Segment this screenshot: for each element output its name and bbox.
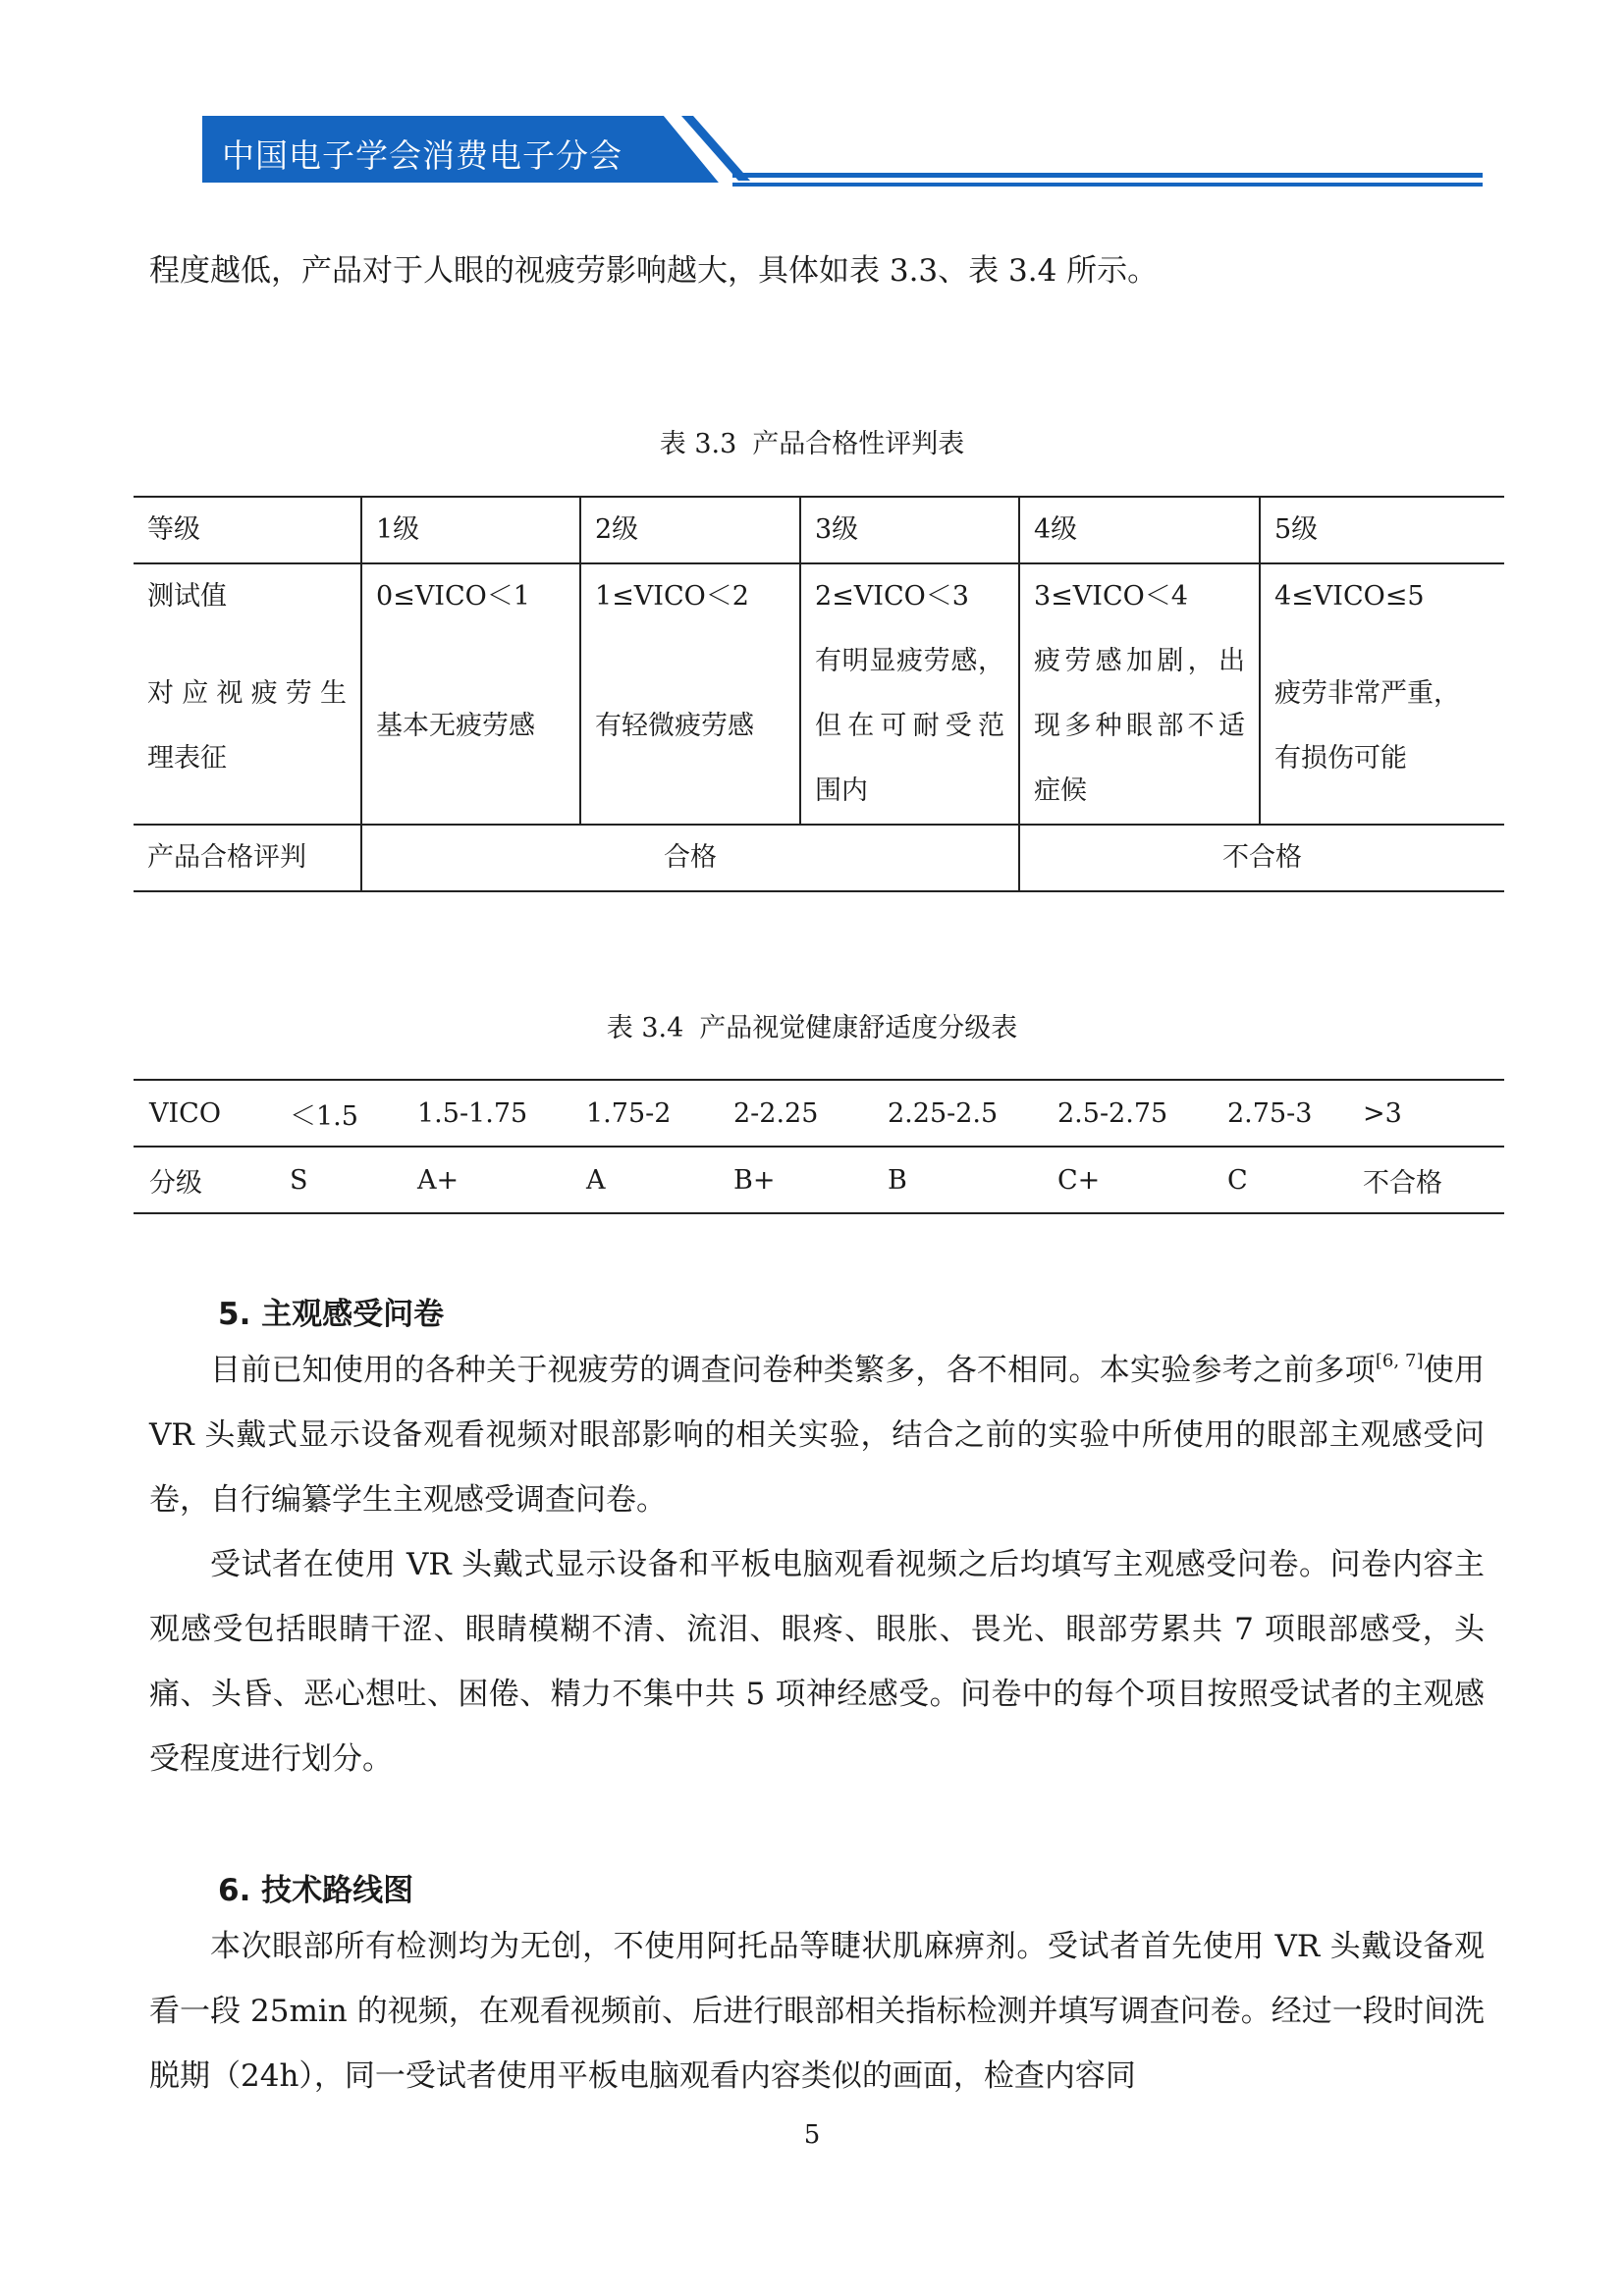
table-row [134,563,1504,825]
table-cell: 2-2.25 [718,1080,872,1147]
table-cell: 分级 [134,1147,274,1213]
table-cell: C+ [1042,1147,1212,1213]
table-3-4 [134,1079,1504,1214]
table-cell: >3 [1347,1080,1504,1147]
test-value: 3≤VICO＜4 [1034,581,1188,612]
table-cell [1260,563,1504,825]
table-cell: ＜1.5 [274,1080,402,1147]
phys-line: 有明显疲劳感， [815,646,1004,676]
table-cell: B [872,1147,1042,1213]
row-label-phys-line: 理表征 [147,743,227,774]
table-cell: 2.25-2.5 [872,1080,1042,1147]
table-cell: A [570,1147,718,1213]
phys-line: 有损伤可能 [1274,743,1407,774]
table-row [134,1147,1504,1213]
table-cell: 1.5-1.75 [402,1080,570,1147]
table-cell-fail: 不合格 [1019,825,1504,891]
table-cell: A+ [402,1147,570,1213]
section-6-paragraph-1: 本次眼部所有检测均为无创，不使用阿托品等睫状肌麻痹剂。受试者首先使用 VR 头戴设备观看一段 25min 的视频，在观看视频前、后进行眼部相关指标检测并填写调查问卷。经过一段时间洗脱期（24h），同一受试者使用平板电脑观看内容类似的画面，检查内容同 [149,1929,1485,2094]
test-value: 4≤VICO≤5 [1274,581,1425,612]
section-6-heading: 6. 技术路线图 [218,1873,414,1908]
table-cell: 4级 [1019,497,1260,563]
table-cell [361,563,580,825]
phys-line: 症候 [1034,775,1087,806]
phys-line: 但在可耐受范 [815,711,1004,741]
table-cell: 1.75-2 [570,1080,718,1147]
table-cell [580,563,800,825]
test-value: 2≤VICO＜3 [815,581,969,612]
row-label-phys-line: 对应视疲劳生 [147,678,347,709]
table-row [134,825,1504,891]
table-cell: B+ [718,1147,872,1213]
section-5-heading: 5. 主观感受问卷 [218,1297,445,1332]
phys-line: 围内 [815,775,868,806]
table-3-3-caption [0,422,1624,460]
table-cell: 2.75-3 [1212,1080,1347,1147]
table-3-4-caption [0,1006,1624,1044]
table-3-3-caption-number: 表 3.3 [659,429,737,459]
section-5-paragraph-2: 受试者在使用 VR 头戴式显示设备和平板电脑观看视频之后均填写主观感受问卷。问卷内容主观感受包括眼睛干涩、眼睛模糊不清、流泪、眼疼、眼胀、畏光、眼部劳累共 7 项眼部感受，头痛、头昏、恶心想吐、困倦、精力不集中共 5 项神经感受。问卷中的每个项目按照受试者的主观感受程度进行划分。 [149,1547,1485,1777]
table-row [134,497,1504,563]
table-3-3 [134,496,1504,892]
table-3-4-caption-title: 产品视觉健康舒适度分级表 [699,1013,1018,1043]
header-title: 中国电子学会消费电子分会 [222,136,623,175]
table-cell: 1级 [361,497,580,563]
table-cell: 等级 [134,497,361,563]
table-cell: 5级 [1260,497,1504,563]
table-cell: 2.5-2.75 [1042,1080,1212,1147]
table-row [134,1080,1504,1147]
phys-line: 疲劳非常严重， [1274,678,1460,709]
table-3-3-caption-title: 产品合格性评判表 [752,429,965,459]
table-cell: 产品合格评判 [134,825,361,891]
page-number: 5 [803,2120,821,2150]
phys-line: 现多种眼部不适 [1034,711,1245,741]
phys-line: 疲劳感加剧，出 [1034,646,1245,676]
table-cell-row-labels [134,563,361,825]
test-value: 1≤VICO＜2 [595,581,749,612]
phys-line: 有轻微疲劳感 [595,711,754,741]
intro-paragraph: 程度越低，产品对于人眼的视疲劳影响越大，具体如表 3.3、表 3.4 所示。 [149,253,1159,289]
table-cell: C [1212,1147,1347,1213]
table-cell: S [274,1147,402,1213]
section-5-paragraph-1 [149,1338,1485,1532]
table-cell: 2级 [580,497,800,563]
table-cell: 不合格 [1347,1147,1504,1213]
table-cell: 3级 [800,497,1019,563]
table-cell-pass: 合格 [361,825,1019,891]
section-5-p1-text-b: 使用 VR 头戴式显示设备观看视频对眼部影响的相关实验，结合之前的实验中所使用的眼部主观感受问卷，自行编纂学生主观感受调查问卷。 [149,1353,1485,1518]
row-label-test: 测试值 [147,581,227,612]
table-cell [1019,563,1260,825]
table-cell: VICO [134,1080,274,1147]
phys-line: 基本无疲劳感 [376,711,535,741]
test-value: 0≤VICO＜1 [376,581,530,612]
document-header [202,114,1483,190]
citation-ref: [6, 7] [1375,1351,1424,1371]
table-cell [800,563,1019,825]
section-5-p1-text-a: 目前已知使用的各种关于视疲劳的调查问卷种类繁多，各不相同。本实验参考之前多项 [210,1353,1376,1388]
table-3-4-caption-number: 表 3.4 [606,1013,684,1043]
